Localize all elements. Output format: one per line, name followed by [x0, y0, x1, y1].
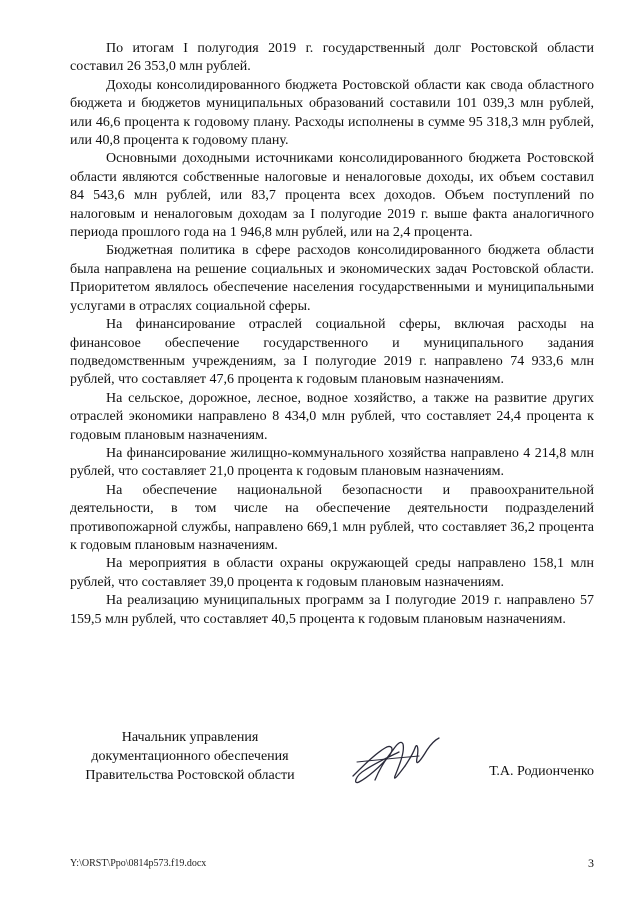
paragraph-economy: На сельское, дорожное, лесное, водное хозяйство, а также на развитие других отраслей экономики направлено 8 434,0 млн рублей, что составляет 24,4 процента к годовым плановым назначениям.	[70, 390, 594, 443]
paragraph-revenue-sources: Основными доходными источниками консолидированного бюджета Ростовской области являются собственные налоговые и неналоговые доходы, их объем составил 84 543,6 млн рублей, или 83,7 процента всех доходов. Объем поступлений по налоговым и неналоговым доходам за I полугодие 2019 г. выше факта аналогичного периода прошлого года на 1 946,8 млн рублей, или на 2,4 процента.	[70, 151, 594, 241]
paragraph-state-debt: По итогам I полугодия 2019 г. государственный долг Ростовской области составил 26 353,0 млн рублей.	[70, 41, 594, 75]
signatory-title-line: Начальник управления	[121, 730, 259, 745]
paragraph-municipal-programs: На реализацию муниципальных программ за I полугодие 2019 г. направлено 57 159,5 млн рублей, что составляет 40,5 процента к годовым плановым назначениям.	[70, 593, 594, 627]
handwritten-signature	[345, 732, 445, 790]
paragraph-security: На обеспечение национальной безопасности и правоохранительной деятельности, в том числе на обеспечение деятельности подразделений противопожарной службы, направлено 669,1 млн рублей, что составляет 36,2 процента к годовым плановым назначениям.	[70, 482, 594, 553]
paragraph-housing: На финансирование жилищно-коммунального хозяйства направлено 4 214,8 млн рублей, что составляет 21,0 процента к годовым плановым назначениям.	[70, 445, 594, 480]
signatory-name: Т.А. Родионченко	[489, 764, 594, 779]
signatory-title-line: документационного обеспечения	[91, 749, 289, 764]
page-number: 3	[588, 856, 594, 870]
paragraph-budget-policy: Бюджетная политика в сфере расходов консолидированного бюджета области была направлена на решение социальных и экономических задач Ростовской области. Приоритетом являлось обеспечение населения государственными и муниципальными услугами в отраслях социальной сферы.	[70, 243, 594, 314]
paragraph-social-sphere: На финансирование отраслей социальной сферы, включая расходы на финансовое обеспечение государственного и муниципального задания подведомственным учреждениям, за I полугодие 2019 г. направлено 74 933,6 млн рублей, что составляет 47,6 процента к годовым плановым назначениям.	[70, 317, 594, 388]
signatory-title-line: Правительства Ростовской области	[85, 768, 295, 783]
document-body	[70, 40, 594, 629]
file-path: Y:\ORST\Ppo\0814p573.f19.docx	[70, 858, 207, 869]
signatory-title	[70, 728, 310, 785]
paragraph-environment: На мероприятия в области охраны окружающей среды направлено 158,1 млн рублей, что составляет 39,0 процента к годовым плановым назначениям.	[70, 556, 594, 590]
paragraph-budget-revenue: Доходы консолидированного бюджета Ростовской области как свода областного бюджета и бюджетов муниципальных образований составили 101 039,3 млн рублей, или 46,6 процента к годовому плану. Расходы исполнены в сумме 95 318,3 млн рублей, или 40,8 процента к годовому плану.	[70, 77, 594, 149]
